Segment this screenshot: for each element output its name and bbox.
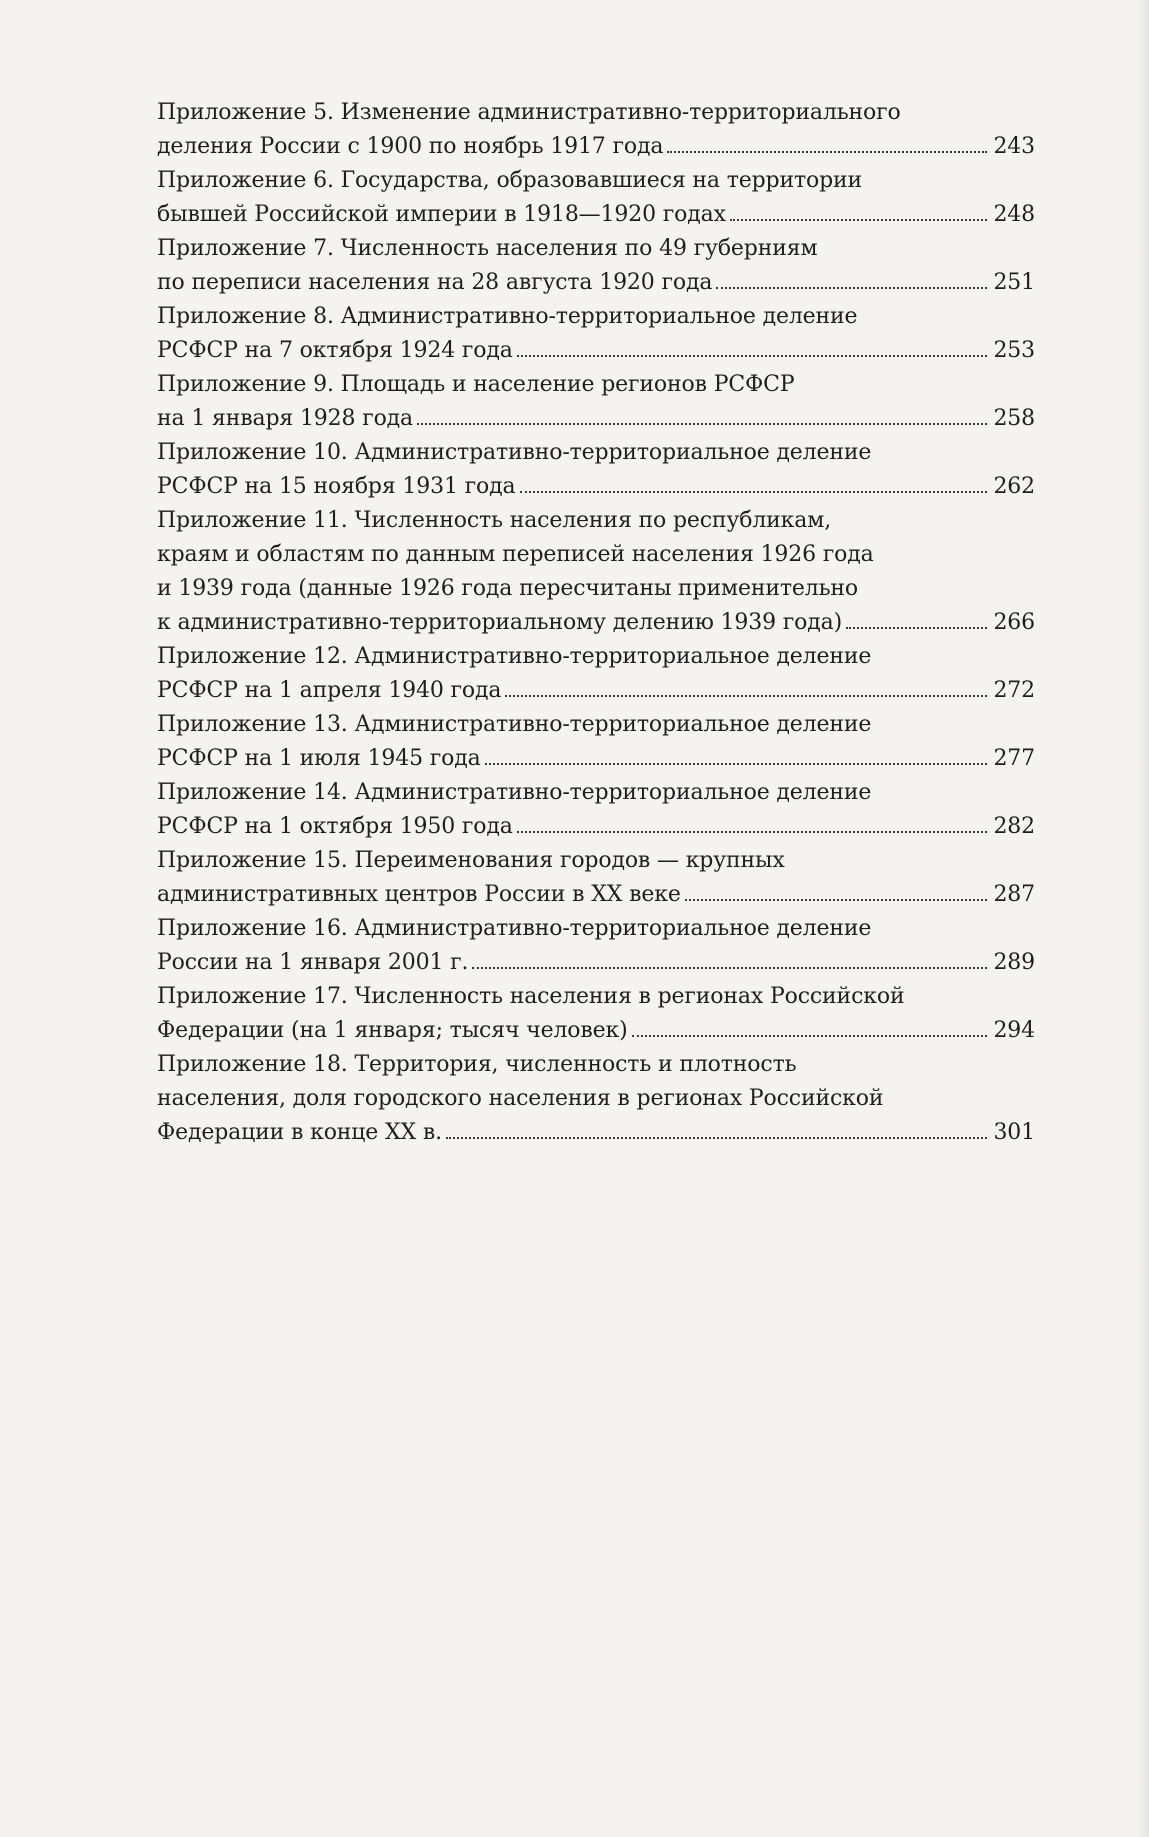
dot-leader [730, 219, 988, 221]
toc-entry-last-line [157, 198, 1035, 232]
dot-leader [632, 1035, 988, 1037]
dot-leader [520, 491, 988, 493]
toc-entry-title-line: Федерации (на 1 января; тысяч человек) [157, 1018, 628, 1043]
toc-entry [157, 504, 1035, 640]
toc-entry-title-line: Приложение 6. Государства, образовавшиеся на территории [157, 168, 863, 193]
toc-entry-title-line: бывшей Российской империи в 1918—1920 годах [157, 202, 726, 227]
toc-entry-title-line: Приложение 15. Переименования городов — крупных [157, 848, 785, 873]
toc-entry-last-line [157, 674, 1035, 708]
toc-entry-title-line: РСФСР на 1 апреля 1940 года [157, 678, 502, 703]
toc-page-number: 248 [993, 202, 1035, 227]
toc-entry-title-line: административных центров России в XX веке [157, 882, 681, 907]
dot-leader [485, 763, 988, 765]
toc-entry [157, 368, 1035, 436]
toc-entry [157, 1048, 1035, 1150]
toc-entry-last-line [157, 1116, 1035, 1150]
toc-entry [157, 980, 1035, 1048]
toc-entry-title-line: краям и областям по данным переписей населения 1926 года [157, 542, 874, 567]
toc-entry-title-line: к административно-территориальному делению 1939 года) [157, 610, 843, 635]
toc-entry-title-line: Приложение 13. Административно-территориальное деление [157, 712, 872, 737]
toc-entry-title-line: Федерации в конце XX в. [157, 1120, 442, 1145]
toc-entry-last-line [157, 742, 1035, 776]
toc-entry-title-line: Приложение 8. Административно-территориальное деление [157, 304, 858, 329]
dot-leader [685, 899, 988, 901]
toc-entry-title-line: РСФСР на 15 ноября 1931 года [157, 474, 516, 499]
toc-entry-title-line: Приложение 17. Численность населения в регионах Российской [157, 984, 905, 1009]
toc-entry-title-line: на 1 января 1928 года [157, 406, 414, 431]
toc-entry-title-line: деления России с 1900 по ноябрь 1917 года [157, 134, 664, 159]
toc-page-number: 262 [993, 474, 1035, 499]
toc-entry [157, 232, 1035, 300]
toc-page-number: 282 [993, 814, 1035, 839]
toc-page-number: 258 [993, 406, 1035, 431]
toc-entry-title-line: России на 1 января 2001 г. [157, 950, 469, 975]
toc-page-number: 287 [993, 882, 1035, 907]
dot-leader [517, 831, 988, 833]
toc-entry-last-line [157, 810, 1035, 844]
toc-entry-title-line: Приложение 12. Административно-территориальное деление [157, 644, 872, 669]
dot-leader [517, 355, 988, 357]
toc-entry [157, 96, 1035, 164]
toc-entry-last-line [157, 334, 1035, 368]
toc-entry-title-line: Приложение 9. Площадь и население регионов РСФСР [157, 372, 795, 397]
toc-entry-title-line: РСФСР на 7 октября 1924 года [157, 338, 513, 363]
toc-page-number: 301 [993, 1120, 1035, 1145]
toc-page-number: 277 [993, 746, 1035, 771]
toc-entry-title-line: Приложение 7. Численность населения по 49 губерниям [157, 236, 818, 261]
dot-leader [716, 287, 987, 289]
toc-entry [157, 640, 1035, 708]
toc-entry-last-line [157, 946, 1035, 980]
toc-entry-title-line: РСФСР на 1 июля 1945 года [157, 746, 481, 771]
dot-leader [417, 423, 987, 425]
toc-entry-last-line [157, 606, 1035, 640]
toc-entry-last-line [157, 266, 1035, 300]
toc-entry [157, 164, 1035, 232]
toc-entry-title-line: и 1939 года (данные 1926 года пересчитаны применительно [157, 576, 859, 601]
toc-entry-title-line: Приложение 10. Административно-территориальное деление [157, 440, 872, 465]
table-of-contents [157, 96, 1035, 1150]
dot-leader [505, 695, 987, 697]
dot-leader [846, 627, 987, 629]
toc-entry-title-line: Приложение 16. Административно-территориальное деление [157, 916, 872, 941]
toc-entry-title-line: населения, доля городского населения в регионах Российской [157, 1086, 884, 1111]
toc-page-number: 272 [993, 678, 1035, 703]
toc-entry-title-line: по переписи населения на 28 августа 1920 года [157, 270, 713, 295]
toc-entry-title-line: РСФСР на 1 октября 1950 года [157, 814, 513, 839]
toc-page-number: 251 [993, 270, 1035, 295]
toc-entry [157, 436, 1035, 504]
toc-entry [157, 776, 1035, 844]
toc-entry [157, 300, 1035, 368]
toc-entry [157, 708, 1035, 776]
dot-leader [667, 151, 987, 153]
toc-entry-last-line [157, 130, 1035, 164]
toc-page-number: 294 [993, 1018, 1035, 1043]
toc-entry-last-line [157, 402, 1035, 436]
toc-entry [157, 912, 1035, 980]
toc-page-number: 289 [993, 950, 1035, 975]
toc-page-number: 266 [993, 610, 1035, 635]
toc-entry-title-line: Приложение 5. Изменение административно-территориального [157, 100, 901, 125]
toc-entry-title-line: Приложение 11. Численность населения по республикам, [157, 508, 832, 533]
toc-page-number: 253 [993, 338, 1035, 363]
page-edge-shade [1135, 0, 1149, 1837]
toc-entry-last-line [157, 1014, 1035, 1048]
toc-page-number: 243 [993, 134, 1035, 159]
dot-leader [446, 1137, 987, 1139]
toc-entry-title-line: Приложение 18. Территория, численность и плотность [157, 1052, 797, 1077]
toc-entry [157, 844, 1035, 912]
toc-entry-last-line [157, 878, 1035, 912]
dot-leader [472, 967, 987, 969]
toc-entry-title-line: Приложение 14. Административно-территориальное деление [157, 780, 872, 805]
toc-entry-last-line [157, 470, 1035, 504]
